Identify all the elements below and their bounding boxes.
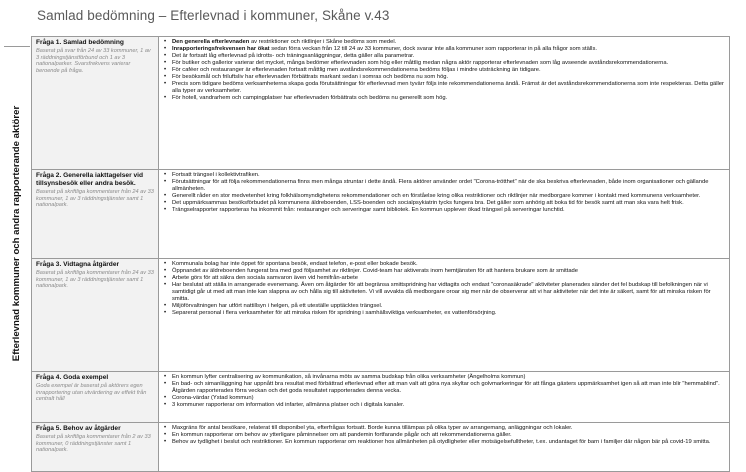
list-item bbox=[163, 268, 725, 275]
bullet-text: Kommunala bolag har inte öppet för spontana besök, endast telefon, e-post eller bokade besök. bbox=[172, 261, 418, 267]
bullet-text: sedan förra veckan från 12 till 24 av 33 kommuner, dock svarar inte alla kommuner som rapporterar in på alla frågor som ställs. bbox=[269, 45, 597, 52]
bullet-list bbox=[163, 425, 725, 446]
bullet-text: Precis som tidigare bedöms verksamheterna skapa goda förutsättningar för efterlevnad men tyvärr följs inte rekommendationerna ändå. Främst är det avståndsrekommendationerna som inte respekteras. Detta gäller alla typer av verksamheter. bbox=[172, 80, 724, 94]
list-item bbox=[163, 193, 725, 200]
bullet-text: Förutsättningar för att följa rekommendationerna finns men många struntar i dette ändå. Flera aktörer använder ordet "Corona-trötthet" när de ska beskriva efterlevnaden, både inom organisationer och gällande allmänheten. bbox=[172, 178, 709, 192]
question-note: Baserat på skriftliga kommentarer från 24 av 33 kommuner, 1 av 3 räddningstjänster samt 1 nationalpark. bbox=[36, 189, 154, 209]
bullet-text: Behov av tydlighet i beslut och restriktioner. En kommun rapporterar om reaktioner hos allmänheten på otydligheter eller motsägelsefulltheter, t.ex. undantaget för barn i familjer där någon bär på covid-19 smitta. bbox=[172, 438, 711, 445]
bullet-text: En bad- och simanläggning har uppnått bra resultat med förbättrad efterlevnad efter att man valt att göra nya skyltar och golvmarkeringar för att fånga gästers uppmärksamhet igen så att man inte blir "hemmablind". Åtgärden rapporterades förra veckan och det goda resultatet rapporterades denna vecka. bbox=[172, 380, 720, 394]
answer-cell bbox=[159, 423, 730, 472]
bullet-text: Det är fortsatt låg efterlevnad på idrotts- och träningsanläggningar, detta gäller alla parametrar. bbox=[172, 52, 415, 59]
question-heading: Fråga 2. Generella iakttagelser vid tillsynsbesök eller andra besök. bbox=[36, 172, 144, 187]
bullet-text: En kommun rapporterar om behov av ytterligare påminnelser om att pandemin fortfarande pågår och att rekommendationerna gäller. bbox=[172, 431, 512, 438]
list-item bbox=[163, 179, 725, 193]
list-item bbox=[163, 425, 725, 432]
bullet-text: För besöksmål och friluftsliv har efterlevnaden förbättrats markant sedan i somras och bedöms nu som hög. bbox=[172, 73, 449, 80]
list-item bbox=[163, 402, 725, 409]
bullet-text: Separerat personal i flera verksamheter för att minska risken för spridning i samhällsviktiga verksamheter, ex vattenförsörjning. bbox=[172, 309, 497, 316]
table-row bbox=[32, 259, 730, 372]
list-item bbox=[163, 282, 725, 303]
answer-cell bbox=[159, 372, 730, 423]
list-item bbox=[163, 432, 725, 439]
list-item bbox=[163, 200, 725, 207]
list-item bbox=[163, 172, 725, 179]
list-item bbox=[163, 310, 725, 317]
list-item bbox=[163, 39, 725, 46]
bullet-text: Trängselrapporter rapporteras ha inkommit från: restauranger och serveringar samt bibliotek. En kommun upplever ökad trängsel på serveringar lunchtid. bbox=[172, 206, 565, 213]
list-item bbox=[163, 275, 725, 282]
bullet-text: En kommun lyfter centralisering av kommunikation, så invånarna möts av samma budskap från olika verksamheter (Ängelholms kommun) bbox=[172, 374, 526, 380]
bullet-text: Maxgräns för antal besökare, relaterat till disponibel yta, efterfrågas fortsatt. Borde kunna tillämpas på olika typer av arrangemang, anläggningar och lokaler. bbox=[172, 425, 573, 431]
list-item bbox=[163, 60, 725, 67]
list-item bbox=[163, 261, 725, 268]
question-cell bbox=[32, 372, 159, 423]
list-item bbox=[163, 374, 725, 381]
table-row bbox=[32, 37, 730, 170]
question-note: Baserat på skriftliga kommentarer från 2 av 33 kommuner, 0 räddningstjänster samt 1 nationalpark. bbox=[36, 434, 151, 454]
list-item bbox=[163, 46, 725, 53]
list-item bbox=[163, 74, 725, 81]
side-label-container bbox=[4, 46, 30, 420]
answer-cell bbox=[159, 259, 730, 372]
question-heading: Fråga 1. Samlad bedömning bbox=[36, 39, 124, 46]
table-row bbox=[32, 372, 730, 423]
bullet-list bbox=[163, 261, 725, 317]
list-item bbox=[163, 381, 725, 395]
list-item bbox=[163, 67, 725, 74]
question-cell bbox=[32, 259, 159, 372]
bullet-text: Arbete görs för att säkra den sociala samvaron även vid hemifrån-arbete bbox=[172, 274, 358, 281]
list-item bbox=[163, 439, 725, 446]
bullet-list bbox=[163, 374, 725, 409]
list-item bbox=[163, 95, 725, 102]
bullet-text: Öppnandet av äldreboenden fungerat bra med god följsamhet av riktlinjer. Covid-team har aktiverats inom hemtjänsten för att hantera brukare som är smittade bbox=[172, 267, 578, 274]
question-cell bbox=[32, 170, 159, 259]
bullet-text: Generellt råder en stor medvetenhet kring folkhälsomyndighetens rekommendationer och en förståelse kring olika restriktioner och riktlinjer när medborgare kommer i kontakt med kommunens verksamheter. bbox=[172, 192, 701, 199]
question-cell bbox=[32, 37, 159, 170]
table-row bbox=[32, 423, 730, 472]
question-heading: Fråga 3. Vidtagna åtgärder bbox=[36, 261, 120, 268]
question-note: Baserat på svar från 24 av 33 kommuner, 1 av 3 räddningstjänstförbund och 1 av 3 nationalparker. Svarsfrekvens varierar beroende på fråga. bbox=[36, 48, 151, 74]
list-item bbox=[163, 395, 725, 402]
bullet-text: Fortsatt trängsel i kollektivtrafiken. bbox=[172, 172, 260, 178]
bullet-text: För caféer och restauranger är efterlevnaden fortsatt måttlig men avståndsrekommendationerna bedöms följas i mindre utsträckning än tidigare. bbox=[172, 66, 541, 73]
question-cell bbox=[32, 423, 159, 472]
table-row bbox=[32, 170, 730, 259]
bullet-list bbox=[163, 172, 725, 214]
answer-cell bbox=[159, 37, 730, 170]
bullet-text: För hotell, vandrarhem och campingplatser har efterlevnaden förbättrats och bedöms nu generellt som hög. bbox=[172, 94, 448, 101]
bullet-text: Det uppmärksammas besöksförbudet på kommunens äldreboenden, LSS-boenden och socialpsykiatrin tycks fungera bra. Det gäller som anhörig att boka tid för besök samt att man ska vara helt frisk. bbox=[172, 199, 684, 206]
list-item bbox=[163, 207, 725, 214]
bullet-text: 3 kommuner rapporterar om information vid infarter, allmänna platser och i digitala kanaler. bbox=[172, 401, 405, 408]
page-title: Samlad bedömning – Efterlevnad i kommuner, Skåne v.43 bbox=[37, 8, 390, 23]
list-item bbox=[163, 53, 725, 60]
answer-cell bbox=[159, 170, 730, 259]
list-item bbox=[163, 81, 725, 95]
bullet-bold-text: Inrapporteringsfrekvensen har ökat bbox=[172, 45, 270, 52]
bullet-text: Har beslutat att ställa in arrangerade evenemang. Även om åtgärder för att begränsa smittspridning har vidtagits och endast "coronasäkrade" aktiviteter planerades sänder det fel budskap till befolkningen när vi samtidigt går ut med att man inte kan slappna av och hålla sig till aktiviteten. Vi vill avvakta då medborgare oroar sig mer när de observerar att vi har aktiviteter när det inte är säkert, samt för att minska risken för smitta. bbox=[172, 281, 711, 302]
assessment-table bbox=[31, 36, 730, 472]
bullet-text: För butiker och gallerior varierar det mycket, många bedömer efterlevnaden som hög eller måttlig medan några aktör rapporterar efterlevnaden som låg avseende avståndsrekommendationerna. bbox=[172, 59, 669, 66]
bullet-bold-text: Den generella efterlevnaden bbox=[172, 39, 250, 45]
bullet-text: av restriktioner och riktlinjer i Skåne bedöms som medel. bbox=[249, 39, 397, 45]
question-heading: Fråga 4. Goda exempel bbox=[36, 374, 109, 381]
bullet-text: Miljöförvaltningen har utfört nattillsyn i helgen, på ett uteställe upptäcktes trängsel. bbox=[172, 302, 383, 309]
bullet-list bbox=[163, 39, 725, 102]
list-item bbox=[163, 303, 725, 310]
side-label: Efterlevnad kommuner och andra rapporterande aktörer bbox=[11, 105, 23, 362]
bullet-text: Corona-värdar (Ystad kommun) bbox=[172, 394, 254, 401]
question-note: Baserat på skriftliga kommentarer från 24 av 33 kommuner, 1 av 3 räddningstjänster samt 1 nationalpark. bbox=[36, 270, 154, 290]
question-heading: Fråga 5. Behov av åtgärder bbox=[36, 425, 121, 432]
question-note: Goda exempel är baserat på aktörers egen inrapportering utan utvärdering av effekt från centralt håll bbox=[36, 383, 147, 403]
